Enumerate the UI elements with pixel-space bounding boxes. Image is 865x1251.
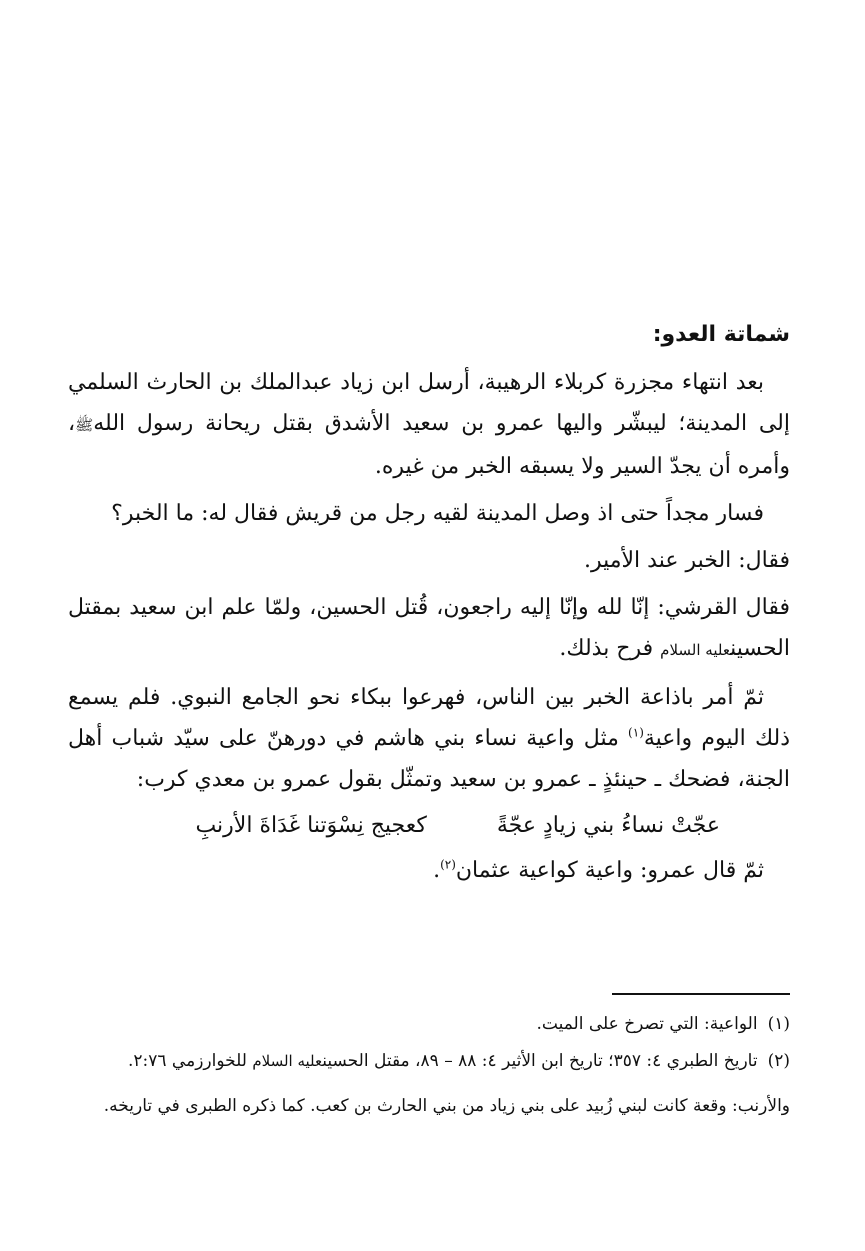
verse-second-hemistich: كعجيج نِسْوَتنا غَدَاةَ الأرنبِ	[195, 813, 427, 838]
honorific-mark: عليه السلام	[252, 1052, 323, 1070]
footnote-number: (١)	[767, 1014, 790, 1034]
footnote-2	[68, 1045, 790, 1078]
honorific-mark: عليه السلام	[660, 641, 731, 659]
footnote-text-end: للخوارزمي ٢:٧٦.	[128, 1051, 253, 1071]
footnote-text: الواعية: التي تصرخ على الميت.	[536, 1014, 758, 1034]
paragraph-2: فسار مجداً حتى اذ وصل المدينة لقيه رجل من قريش فقال له: ما الخبر؟	[111, 501, 764, 526]
paragraph-5-text-a: ثمّ أمر باذاعة الخبر بين الناس، فهرعوا ببكاء نحو الجامع النبوي. فلم يسمع ذلك اليوم واعية	[68, 685, 791, 751]
honorific-mark: ﷺ	[75, 416, 94, 434]
paragraph-6	[68, 850, 790, 891]
footnotes	[68, 1008, 790, 1140]
paragraph-1-end: ، وأمره أن يجدّ السير ولا يسبقه الخبر من غيره.	[68, 411, 790, 479]
section-heading: شماتة العدو:	[652, 322, 790, 347]
footnote-number: (٢)	[767, 1051, 790, 1071]
verse-first-hemistich: عجّتْ نساءُ بني زيادٍ عجّةً	[496, 813, 720, 838]
footnote-ref-2[interactable]: (٢)	[440, 857, 456, 872]
paragraph-1	[68, 362, 790, 487]
paragraph-4-end: فرح بذلك.	[559, 636, 661, 661]
footnote-ref-1[interactable]: (١)	[628, 725, 644, 740]
paragraph-6-text-a: ثمّ قال عمرو: واعية كواعية عثمان	[455, 858, 764, 883]
paragraph-4-text: فقال القرشي: إنّا لله وإنّا إليه راجعون، قُتل الحسين، ولمّا علم ابن سعيد بمقتل الحسين	[68, 595, 790, 661]
paragraph-5-text-b: مثل واعية نساء بني هاشم في دورهنّ على سيّد شباب أهل الجنة، فضحك ـ حينئذٍ ـ عمرو بن سعيد وتمثّل بقول عمرو بن معدي كرب:	[68, 726, 790, 792]
paragraph-5	[68, 677, 790, 800]
editor-note: والأرنب: وقعة كانت لبني زُبيد على بني زياد من بني الحارث بن كعب. كما ذكره الطبرى في تاريخه.	[103, 1096, 790, 1116]
paragraph-6-text-b: .	[433, 858, 441, 883]
main-text	[68, 318, 790, 897]
footnote-text: تاريخ الطبري ٤: ٣٥٧؛ تاريخ ابن الأثير ٤: ٨٨ – ٨٩، مقتل الحسين	[322, 1051, 758, 1071]
footnote-separator	[612, 993, 790, 995]
poetry-verse	[68, 806, 790, 846]
footnote-1	[68, 1008, 790, 1041]
paragraph-1-text: بعد انتهاء مجزرة كربلاء الرهيبة، أرسل ابن زياد عبدالملك بن الحارث السلمي إلى المدينة؛ ليبشّر واليها عمرو بن سعيد الأشدق بقتل ريحانة رسول الله	[68, 370, 790, 436]
paragraph-4	[68, 587, 790, 671]
paragraph-3: فقال: الخبر عند الأمير.	[583, 548, 790, 573]
